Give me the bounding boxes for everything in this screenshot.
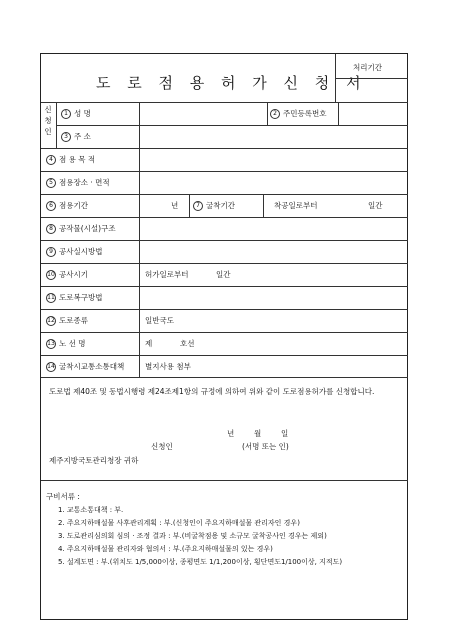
period-label: 6 점용기간: [46, 200, 88, 211]
date-year: 년: [227, 429, 235, 438]
construction-time-unit: 일간: [216, 270, 231, 279]
structure-field[interactable]: [141, 218, 406, 239]
excavation-days-unit: 일간: [368, 201, 383, 210]
name-field[interactable]: [141, 103, 266, 124]
name-label: 1 성 명: [61, 108, 91, 119]
place-area-field[interactable]: [141, 172, 406, 193]
address-field[interactable]: [141, 126, 406, 147]
method-field[interactable]: [141, 241, 406, 262]
application-statement: 도로법 제40조 및 동법시행령 제24조제1항의 규정에 의하여 위와 같이 도로점용허가를 신청합니다.: [49, 387, 375, 396]
attachment-item: 1. 교통소통대책 : 부.: [58, 506, 124, 514]
excavation-from-text: 착공일로부터: [274, 201, 318, 210]
traffic-plan-label: 14 굴착시교통소통대책: [47, 362, 125, 371]
route-label: 13 노 선 명: [47, 339, 86, 348]
restoration-label: 11 도로복구방법: [47, 293, 103, 302]
method-label: 9 공사실시방법: [46, 246, 102, 257]
structure-label: 8 공작물(시설)구조: [46, 223, 116, 234]
restoration-field[interactable]: [141, 287, 406, 308]
purpose-field[interactable]: [141, 149, 406, 170]
applicant-vertical-label: 신 청 인: [44, 105, 52, 136]
purpose-label: 4 점 용 목 적: [46, 154, 95, 165]
resident-number-label: 2 주민등록번호: [270, 108, 326, 119]
attachment-item: 3. 도로관리심의회 심의 · 조정 결과 : 부.(비굴착점용 및 소규모 굴착공사인 경우는 제외): [58, 532, 327, 540]
attachment-item: 4. 주요지하매설물 관리자와 협의서 : 부.(주요지하매설물의 있는 경우): [58, 545, 273, 553]
attachment-item: 5. 설계도면 : 부.(위치도 1/5,000이상, 종평면도 1/1,200이상, 횡단면도1/100이상, 지적도): [58, 558, 343, 566]
excavation-period-label: 7 굴착기간: [193, 200, 235, 211]
construction-time-label: 10 공사시기: [47, 270, 88, 279]
date-day: 일: [281, 429, 289, 438]
date-month: 월: [254, 429, 262, 438]
signature-note: (서명 또는 인): [242, 442, 289, 451]
recipient: 제주지방국토관리청장 귀하: [49, 456, 139, 465]
traffic-plan-value: 별지사용 첨부: [145, 362, 191, 371]
route-value-suffix: 호선: [180, 339, 195, 348]
form-title: 도 로 점 용 허 가 신 청 서: [96, 74, 367, 92]
road-type-label: 12 도로종류: [47, 316, 88, 325]
application-form: [40, 53, 408, 620]
processing-period-label: 처리기간: [353, 63, 382, 72]
attachment-item: 2. 주요지하매설물 사후관리계획 : 부.(신청인이 주요지하매설물 관리자인 경우): [58, 519, 300, 527]
applicant-sign-label: 신청인: [151, 442, 173, 451]
route-value-prefix: 제: [145, 339, 153, 348]
address-label: 3 주 소: [61, 131, 91, 142]
road-type-value: 일반국도: [145, 316, 174, 325]
attachments-title: 구비서류 :: [46, 492, 80, 501]
resident-number-field[interactable]: [340, 103, 406, 124]
place-area-label: 5 점용장소 · 면적: [46, 177, 110, 188]
construction-time-value: 허가일로부터: [145, 270, 189, 279]
period-year-unit: 년: [171, 201, 179, 210]
